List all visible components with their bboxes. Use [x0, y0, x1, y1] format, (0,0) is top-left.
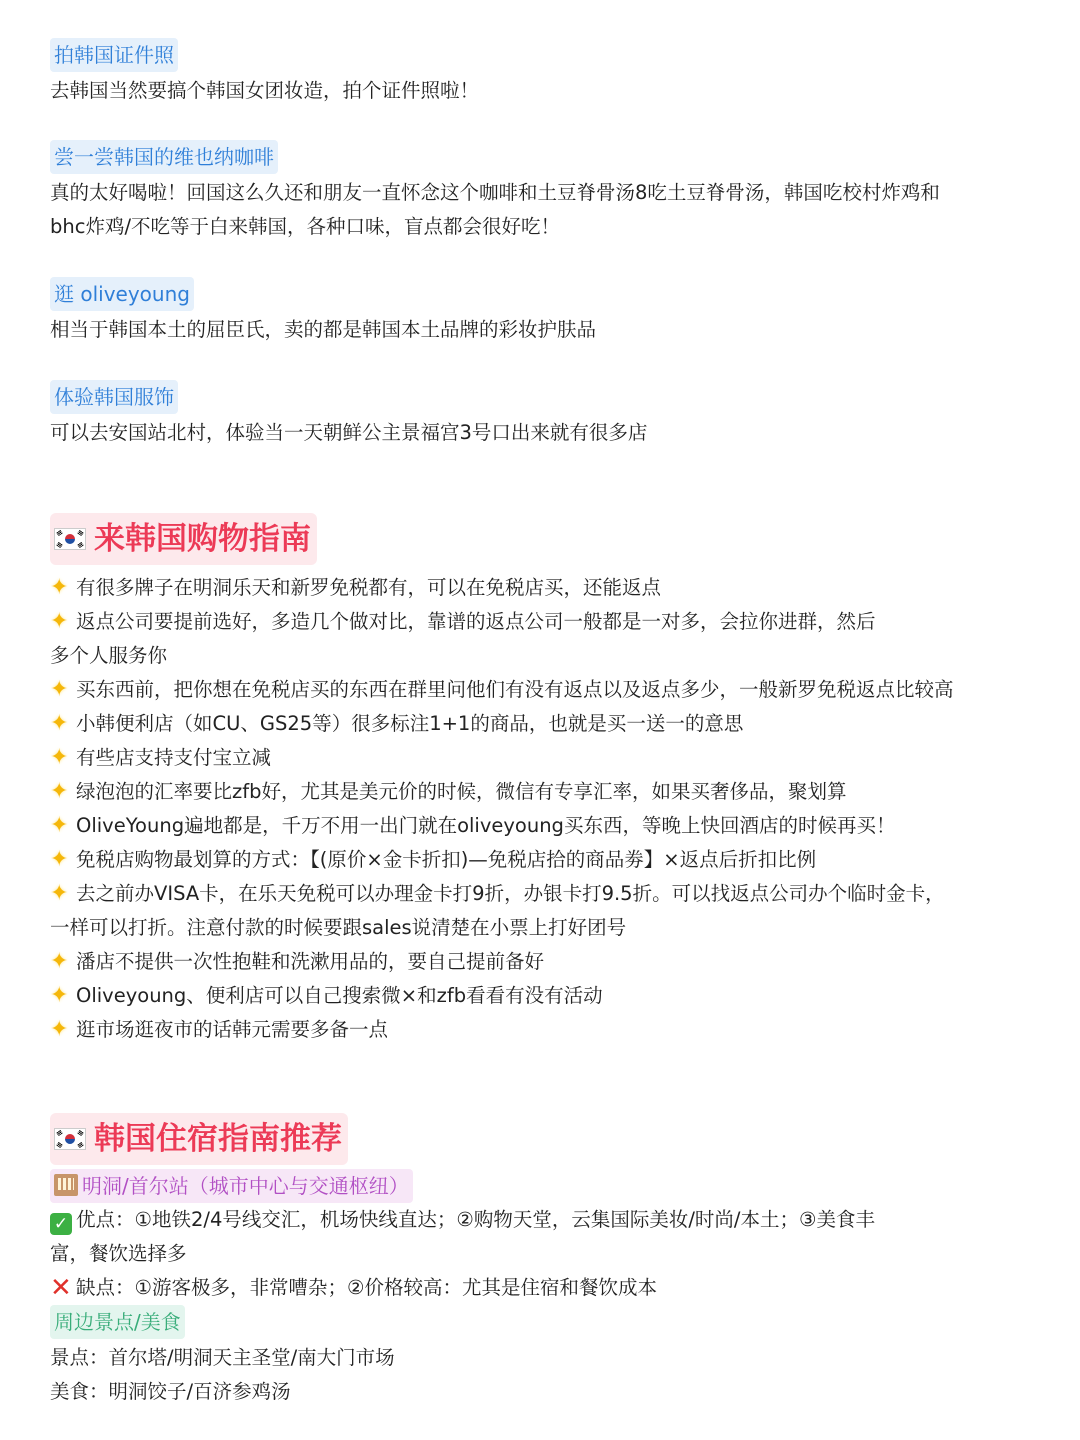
- list-item: ✦ 有很多牌子在明洞乐天和新罗免税都有，可以在免税店买，还能返点: [50, 571, 1030, 605]
- section-title: 尝一尝韩国的维也纳咖啡: [50, 140, 278, 174]
- list-item: ✦ 逛市场逛夜市的话韩元需要多备一点: [50, 1013, 1030, 1047]
- list-item: ✦ OliveYoung遍地都是，千万不用一出门就在oliveyoung买东西，等晚上快回酒店的时候再买！: [50, 809, 1030, 843]
- korea-flag-icon: [54, 1128, 86, 1150]
- section-title: 拍韩国证件照: [50, 38, 178, 72]
- list-item: ✦ 有些店支持支付宝立减: [50, 741, 1030, 775]
- glowing-star-icon: ✦: [50, 779, 69, 804]
- glowing-star-icon: ✦: [50, 609, 69, 634]
- section-title: 体验韩国服饰: [50, 380, 178, 414]
- glowing-star-icon: ✦: [50, 575, 69, 600]
- spots-line: 景点：首尔塔/明洞天主圣堂/南大门市场: [50, 1346, 395, 1369]
- area-title: 明洞/首尔站（城市中心与交通枢纽）: [50, 1169, 413, 1203]
- shopping-heading-text: 来韩国购物指南: [94, 521, 311, 557]
- list-item-continuation: 多个人服务你: [50, 644, 168, 667]
- section-title: 逛 oliveyoung: [50, 277, 194, 311]
- glowing-star-icon: ✦: [50, 813, 69, 838]
- glowing-star-icon: ✦: [50, 1017, 69, 1042]
- list-item: ✦ 买东西前，把你想在免税店买的东西在群里问他们有没有返点以及返点多少，一般新罗免税返点比较高: [50, 673, 1030, 707]
- list-item: ✦ 去之前办VISA卡，在乐天免税可以办理金卡打9折，办银卡打9.5折。可以找返点公司办个临时金卡，: [50, 877, 1030, 911]
- area-title-row: [50, 1169, 1030, 1203]
- section-text: bhc炸鸡/不吃等于白来韩国，各种口味，盲点都会很好吃！: [50, 215, 561, 238]
- pros-line-continuation: 富，餐饮选择多: [50, 1242, 187, 1265]
- shopping-heading: [50, 513, 317, 565]
- list-item: ✦ 绿泡泡的汇率要比zfb好，尤其是美元价的时候，微信有专享汇率，如果买奢侈品，聚划算: [50, 775, 1030, 809]
- intro-section: [50, 38, 1030, 108]
- list-item: ✦ Oliveyoung、便利店可以自己搜索微×和zfb看看有没有活动: [50, 979, 1030, 1013]
- glowing-star-icon: ✦: [50, 983, 69, 1008]
- glowing-star-icon: ✦: [50, 745, 69, 770]
- section-text: 可以去安国站北村，体验当一天朝鲜公主景福宫3号口出来就有很多店: [50, 421, 648, 444]
- cross-mark-icon: ✕: [50, 1273, 72, 1303]
- list-item: ✦ 小韩便利店（如CU、GS25等）很多标注1+1的商品，也就是买一送一的意思: [50, 707, 1030, 741]
- shopping-section: [50, 513, 1030, 1047]
- lodging-section: [50, 1113, 1030, 1409]
- lodging-heading-text: 韩国住宿指南推荐: [94, 1121, 342, 1157]
- glowing-star-icon: ✦: [50, 677, 69, 702]
- list-item: ✦ 返点公司要提前选好，多造几个做对比，靠谱的返点公司一般都是一对多，会拉你进群，然后: [50, 605, 1030, 639]
- section-text: 去韩国当然要搞个韩国女团妆造，拍个证件照啦！: [50, 79, 480, 102]
- list-item: ✦ 免税店购物最划算的方式：【(原价×金卡折扣)—免税店拾的商品劵】×返点后折扣比例: [50, 843, 1030, 877]
- section-text: 真的太好喝啦！回国这么久还和朋友一直怀念这个咖啡和土豆脊骨汤8吃土豆脊骨汤，韩国吃校村炸鸡和: [50, 181, 940, 204]
- glowing-star-icon: ✦: [50, 847, 69, 872]
- glowing-star-icon: ✦: [50, 881, 69, 906]
- section-text: 相当于韩国本土的屈臣氏，卖的都是韩国本土品牌的彩妆护肤品: [50, 318, 597, 341]
- list-item-continuation: 一样可以打折。注意付款的时候要跟sales说清楚在小票上打好团号: [50, 916, 627, 939]
- list-item: ✦ 潘店不提供一次性抱鞋和洗漱用品的，要自己提前备好: [50, 945, 1030, 979]
- intro-section: [50, 140, 1030, 244]
- shopping-list: [50, 571, 1030, 1047]
- nearby-title: 周边景点/美食: [50, 1305, 185, 1339]
- check-mark-icon: ✓: [50, 1213, 72, 1235]
- korea-flag-icon: [54, 528, 86, 550]
- pros-line: ✓ 优点：①地铁2/4号线交汇，机场快线直达；②购物天堂，云集国际美妆/时尚/本土；③美食丰: [50, 1203, 1030, 1237]
- glowing-star-icon: ✦: [50, 711, 69, 736]
- intro-section: [50, 277, 1030, 347]
- food-line: 美食：明洞饺子/百济参鸡汤: [50, 1380, 291, 1403]
- intro-section: [50, 380, 1030, 450]
- hotel-icon: [54, 1174, 78, 1196]
- lodging-heading: [50, 1113, 348, 1165]
- cons-line: ✕ 缺点：①游客极多，非常嘈杂；②价格较高：尤其是住宿和餐饮成本: [50, 1273, 657, 1303]
- glowing-star-icon: ✦: [50, 949, 69, 974]
